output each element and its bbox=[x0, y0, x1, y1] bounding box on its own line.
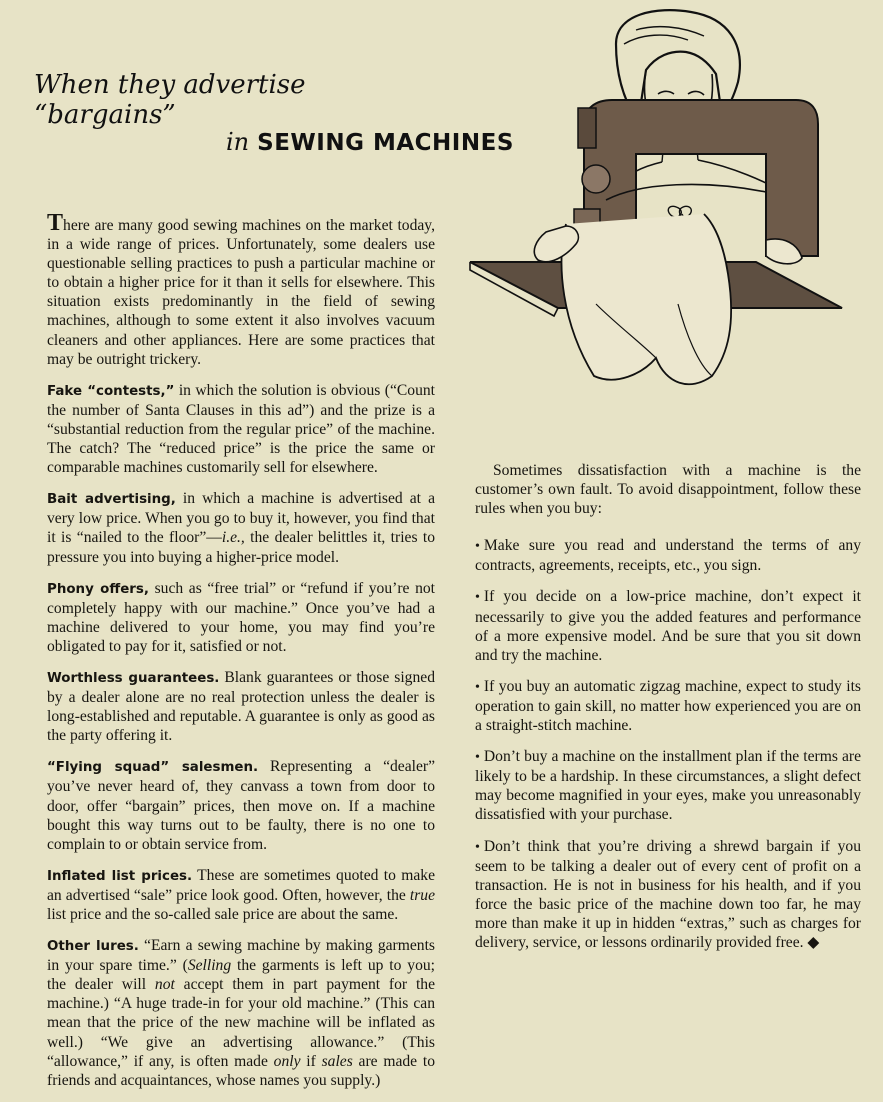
intro-paragraph bbox=[47, 210, 435, 369]
rule-text: Make sure you read and understand the terms of any contracts, agreements, receipts, etc., you sign. bbox=[475, 537, 861, 575]
term-flying-squad: “Flying squad” salesmen. bbox=[47, 760, 259, 776]
lead-letter: T bbox=[47, 210, 64, 236]
headline-line-1: When they advertise “bargains” bbox=[34, 70, 306, 130]
bullet-icon: • bbox=[475, 839, 480, 855]
left-column bbox=[47, 210, 436, 1102]
right-column bbox=[475, 461, 861, 964]
term-fake-contests: Fake “contests,” bbox=[47, 383, 175, 399]
term-phony-offers: Phony offers, bbox=[47, 581, 149, 597]
rule-item bbox=[475, 587, 861, 664]
rule-text: Don’t think that you’re driving a shrewd bargain if you seem to be talking a dealer out of every cent of profit on a transaction. He is not in business for his health, and if you force the basic price of the machine down too far, he may more than make it up in hidden “extras,” such as charges for delivery, service, or lessons ordinarily provided free. bbox=[475, 837, 861, 951]
term-other-lures: Other lures. bbox=[47, 939, 139, 955]
rule-item bbox=[475, 677, 861, 735]
term-worthless-guarantees: Worthless guarantees. bbox=[47, 670, 220, 686]
advice-intro: Sometimes dissatisfaction with a machine is the customer’s own fault. To avoid disappointment, follow these rules when you buy: bbox=[475, 462, 861, 518]
rule-text: If you decide on a low-price machine, don’t expect it necessarily to give you the added features and performance of a more expensive model. And be sure that you sit down and try the machine. bbox=[475, 588, 861, 664]
bullet-icon: • bbox=[475, 590, 480, 606]
term-bait-advertising: Bait advertising, bbox=[47, 492, 176, 508]
practice-other-lures bbox=[47, 936, 435, 1090]
headline-sewing-machines: SEWING MACHINES bbox=[257, 130, 514, 156]
practice-emphasis: Selling bbox=[187, 957, 232, 975]
bullet-icon: • bbox=[475, 539, 480, 555]
practice-text: These are sometimes quoted to make an advertised “sale” price look good. Often, however, the bbox=[47, 866, 435, 904]
practice-emphasis: i.e., bbox=[221, 529, 245, 547]
practice-text: Blank guarantees or those signed by a dealer alone are no real protection unless the dealer is long-established and reputable. A guarantee is only as good as the party offering it. bbox=[47, 668, 435, 745]
end-mark-icon: ◆ bbox=[803, 933, 820, 951]
rule-text: If you buy an automatic zigzag machine, expect to study its operation to gain skill, no matter how experienced you are on a straight-stitch machine. bbox=[475, 677, 861, 735]
rule-item bbox=[475, 747, 861, 824]
headline-in: in bbox=[226, 128, 250, 156]
rules-list bbox=[475, 536, 861, 952]
practice-emphasis: only bbox=[273, 1052, 301, 1070]
practice-bait-advertising bbox=[47, 489, 435, 566]
term-inflated-list-prices: Inflated list prices. bbox=[47, 868, 193, 884]
practice-phony-offers bbox=[47, 579, 435, 656]
rule-text: Don’t buy a machine on the installment plan if the terms are likely to be a hardship. In these circumstances, a slight defect may become magnified in your eyes, make you unreasonably dissatisfied with your purchase. bbox=[475, 748, 861, 824]
practice-text: Representing a “dealer” you’ve never heard of, they canvass a town from door to door, offer “bargain” prices, then move on. If a machine bought this way turns out to be faulty, there is no one to complain to or obtain service from. bbox=[47, 758, 435, 853]
practice-text: such as “free trial” or “refund if you’re not completely happy with our machine.” Once you’ve had a machine delivered to your home, you may find you’re obligated to pay for it, satisfied or not. bbox=[47, 579, 435, 655]
practice-text: if bbox=[300, 1052, 322, 1070]
practice-inflated-list-prices bbox=[47, 866, 435, 924]
practice-text: “Earn a sewing machine by making garments in your spare time.” ( bbox=[47, 937, 435, 975]
practice-text: in which a machine is advertised at a very low price. When you go to buy it, however, you find that it is “nailed to the floor”— bbox=[47, 490, 435, 547]
practice-text: in which the solution is obvious (“Count the number of Santa Clauses in this ad”) and the prize is a “substantial reduction from the regular price” of the machine. The catch? The “reduced price” is the price the same or comparable machines customarily sell for elsewhere. bbox=[47, 381, 435, 477]
practice-text: list price and the so-called sale price are about the same. bbox=[47, 906, 399, 923]
practice-text: are made to friends and acquaintances, whose names you supply.) bbox=[47, 1052, 435, 1089]
bullet-icon: • bbox=[475, 750, 480, 766]
practice-emphasis: true bbox=[409, 886, 435, 904]
rule-item bbox=[475, 536, 861, 575]
practice-emphasis: not bbox=[154, 976, 175, 994]
woman-at-sewing-machine-illustration bbox=[466, 4, 872, 394]
practice-flying-squad bbox=[47, 757, 435, 853]
practice-worthless-guarantees bbox=[47, 668, 435, 745]
practice-emphasis: sales bbox=[321, 1052, 353, 1070]
practice-text: accept them in part payment for the machine.) “A huge trade-in for your old machine.” (This can mean that the price of the new machine will be inflated as well.) “We give an advertising allowance.” (This “allowance,” if any, is often made bbox=[47, 976, 435, 1070]
practice-text: the dealer belittles it, tries to pressure you into buying a higher-price model. bbox=[47, 529, 436, 566]
practice-text: the garments is left up to you; the dealer will bbox=[47, 957, 436, 994]
rule-item bbox=[475, 837, 861, 953]
intro-text: here are many good sewing machines on the market today, in a wide range of prices. Unfortunately, some dealers use questionable selling practices to push a particular machine or to obtain a higher price for it than it sells for elsewhere. This situation exists predominantly in the field of sewing machines, although to some extent it also involves vacuum cleaners and other appliances. Here are some practices that may be outright trickery. bbox=[47, 217, 435, 368]
bullet-icon: • bbox=[475, 679, 480, 695]
practice-fake-contests bbox=[47, 381, 435, 477]
